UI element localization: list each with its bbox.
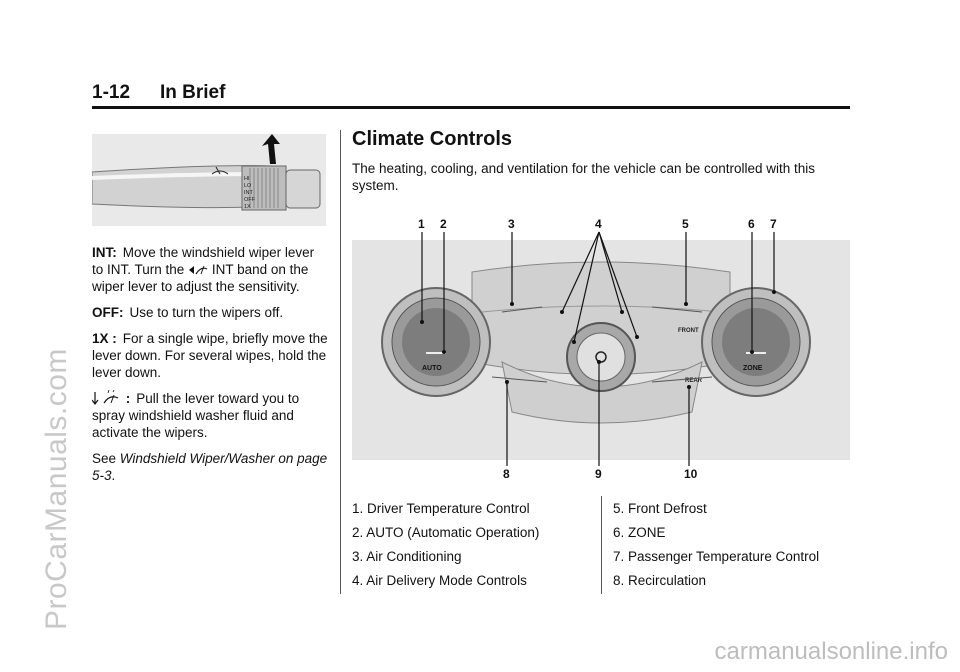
list-item: 8. Recirculation (613, 573, 707, 588)
auto-button-label: AUTO (422, 365, 442, 372)
washer-paragraph (92, 390, 328, 441)
see-paragraph (92, 450, 328, 484)
section-title: In Brief (160, 82, 226, 103)
page-header (92, 82, 850, 109)
lever-label-int: INT (244, 190, 253, 196)
lever-label-hi: HI (244, 176, 250, 182)
passenger-temperature-knob (702, 288, 810, 396)
callout-10: 10 (684, 467, 698, 481)
list-item: 7. Passenger Temperature Control (613, 549, 820, 564)
callout-8: 8 (503, 467, 510, 481)
callout-2: 2 (440, 217, 447, 231)
off-text: Use to turn the wipers off. (129, 305, 284, 320)
off-paragraph (92, 304, 328, 321)
off-label: OFF: (92, 305, 124, 320)
climate-control-panel-illustration (352, 212, 850, 484)
callout-9: 9 (595, 467, 602, 481)
legend-divider (601, 496, 602, 594)
callout-7: 7 (770, 217, 777, 231)
list-item: 2. AUTO (Automatic Operation) (352, 525, 540, 540)
see-prefix: See (92, 451, 117, 466)
legend-list-left (352, 500, 539, 596)
washer-text: Pull the lever toward you to spray windshield washer fluid and activate the wipers. (92, 391, 300, 440)
callout-5: 5 (682, 217, 689, 231)
list-item: 3. Air Conditioning (352, 549, 462, 564)
lever-label-off: OFF (244, 197, 255, 203)
lever-label-lo: LO (244, 183, 252, 189)
side-watermark: ProCarManuals.com (40, 348, 73, 630)
onex-label: 1X : (92, 331, 117, 346)
rear-button-label: REAR (685, 378, 703, 384)
list-item: 1. Driver Temperature Control (352, 501, 530, 516)
see-reference-link[interactable]: Windshield Wiper/Washer on page 5-3 (92, 451, 328, 483)
lever-label-1x: 1X (244, 204, 251, 210)
front-button-label: FRONT (678, 328, 699, 334)
callout-6: 6 (748, 217, 755, 231)
wiper-lever-illustration (92, 134, 326, 226)
climate-intro: The heating, cooling, and ventilation for the vehicle can be controlled with this system. (352, 161, 816, 193)
callout-1: 1 (418, 217, 425, 231)
callout-4: 4 (595, 217, 602, 231)
column-divider (340, 130, 341, 594)
list-item: 5. Front Defrost (613, 501, 707, 516)
page-number: 1-12 (92, 82, 131, 103)
fan-speed-knob (567, 323, 635, 391)
climate-controls-title: Climate Controls (352, 128, 513, 150)
list-item: 6. ZONE (613, 525, 666, 540)
int-paragraph (92, 244, 328, 295)
see-suffix: . (111, 468, 116, 483)
onex-paragraph (92, 330, 328, 381)
zone-button-label: ZONE (743, 365, 763, 372)
washer-icon (92, 390, 122, 406)
washer-label: : (125, 391, 131, 406)
wiper-sensitivity-icon (188, 263, 208, 277)
list-item: 4. Air Delivery Mode Controls (352, 573, 527, 588)
footer-watermark: carmanualsonline.info (714, 638, 948, 665)
wiper-instructions (92, 244, 328, 493)
int-label: INT: (92, 245, 117, 260)
onex-text: For a single wipe, briefly move the lever down. For several wipes, hold the lever down. (92, 331, 328, 380)
int-text-1: Move the windshield wiper lever to INT. Turn the (92, 245, 315, 277)
legend-list-right (613, 500, 819, 596)
callout-3: 3 (508, 217, 515, 231)
driver-temperature-knob (382, 288, 490, 396)
int-text-2: INT band on the wiper lever to adjust the sensitivity. (92, 262, 309, 294)
